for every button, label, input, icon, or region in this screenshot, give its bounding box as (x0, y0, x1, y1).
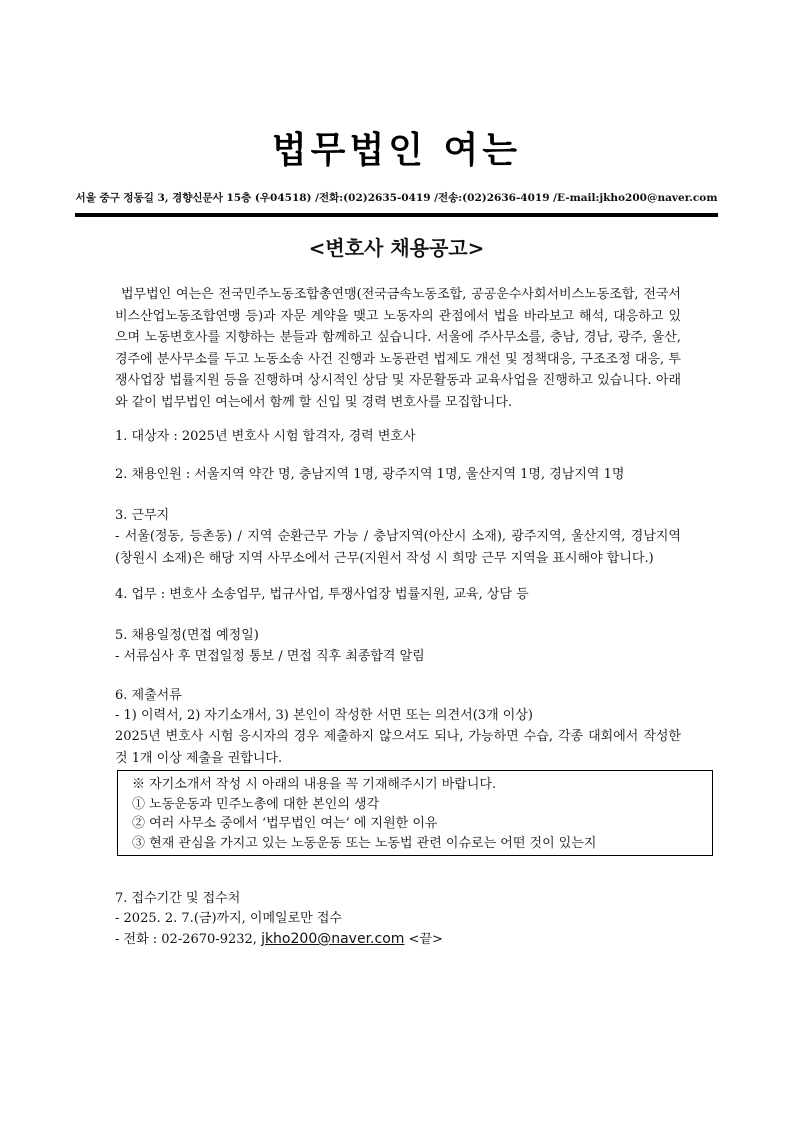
section-7-contact (115, 929, 685, 951)
intro-paragraph: 법무법인 여는은 전국민주노동조합총연맹(전국금속노동조합, 공공운수사회서비스노동조합, 전국서비스산업노동조합연맹 등)과 자문 계약을 맺고 노동자의 관점에서 법을 바라보고 해석, 대응하고 있으며 노동변호사를 지향하는 분들과 함께하고 싶습니다. 서울에 주사무소를, 충남, 경남, 광주, 울산, 경주에 분사무소를 두고 노동소송 사건 진행과 노동관련 법제도 개선 및 정책대응, 구조조정 대응, 투쟁사업장 법률지원 등을 진행하며 상시적인 상담 및 자문활동과 교육사업을 진행하고 있습니다. 아래와 같이 법무법인 여는에서 함께 할 신입 및 경력 변호사를 모집합니다. (115, 287, 681, 410)
section-2-headcount: 2. 채용인원 : 서울지역 약간 명, 충남지역 1명, 광주지역 1명, 울산지역 1명, 경남지역 1명 (115, 467, 625, 482)
section-5-title: 5. 채용일정(면접 예정일) (115, 628, 259, 643)
section-6-title: 6. 제출서류 (115, 688, 182, 703)
section-7-title: 7. 접수기간 및 접수처 (115, 891, 241, 906)
self-intro-notice-box (117, 770, 713, 856)
section-1-target: 1. 대상자 : 2025년 변호사 시험 합격자, 경력 변호사 (115, 429, 416, 444)
section-3-body: - 서울(정동, 등촌동) / 지역 순환근무 가능 / 충남지역(아산시 소재), 광주지역, 울산지역, 경남지역(창원시 소재)은 해당 지역 사무소에서 근무(지원서 작성 시 희망 근무 지역을 표시해야 합니다.) (115, 529, 681, 566)
section-4-duties: 4. 업무 : 변호사 소송업무, 법규사업, 투쟁사업장 법률지원, 교육, 상담 등 (115, 587, 529, 602)
section-6-line-2: 2025년 변호사 시험 응시자의 경우 제출하지 않으셔도 되나, 가능하면 수습, 각종 대회에서 작성한 것 1개 이상 제출을 권합니다. (115, 729, 681, 766)
firm-name: 법무법인 여는 (271, 130, 522, 171)
section-5-body: - 서류심사 후 면접일정 통보 / 면접 직후 최종합격 알림 (115, 649, 425, 664)
section-6-line-1: - 1) 이력서, 2) 자기소개서, 3) 본인이 작성한 서면 또는 의견서(3개 이상) (115, 708, 533, 723)
notice-title: <변호사 채용공고> (308, 236, 485, 260)
box-item-1: ① 노동운동과 민주노총에 대한 본인의 생각 (132, 796, 380, 812)
firm-address: 서울 중구 정동길 3, 경향신문사 15층 (우04518) /전화:(02)2635-0419 /전송:(02)2636-4019 /E-mail:jkho200@naver.com (75, 192, 718, 204)
section-7-line-1: - 2025. 2. 7.(금)까지, 이메일로만 접수 (115, 911, 342, 926)
contact-email-link[interactable]: jkho200@naver.com (261, 931, 405, 947)
contact-phone: - 전화 : 02-2670-9232, (115, 932, 257, 947)
box-item-3: ③ 현재 관심을 가지고 있는 노동운동 또는 노동법 관련 이슈로는 어떤 것이 있는지 (132, 835, 597, 851)
end-mark: <끝> (408, 932, 443, 947)
section-3-title: 3. 근무지 (115, 508, 170, 523)
box-item-2: ② 여러 사무소 중에서 ‘법무법인 여는’ 에 지원한 이유 (132, 816, 438, 832)
header-divider (75, 213, 718, 217)
box-note: ※ 자기소개서 작성 시 아래의 내용을 꼭 기재해주시기 바랍니다. (132, 777, 497, 792)
